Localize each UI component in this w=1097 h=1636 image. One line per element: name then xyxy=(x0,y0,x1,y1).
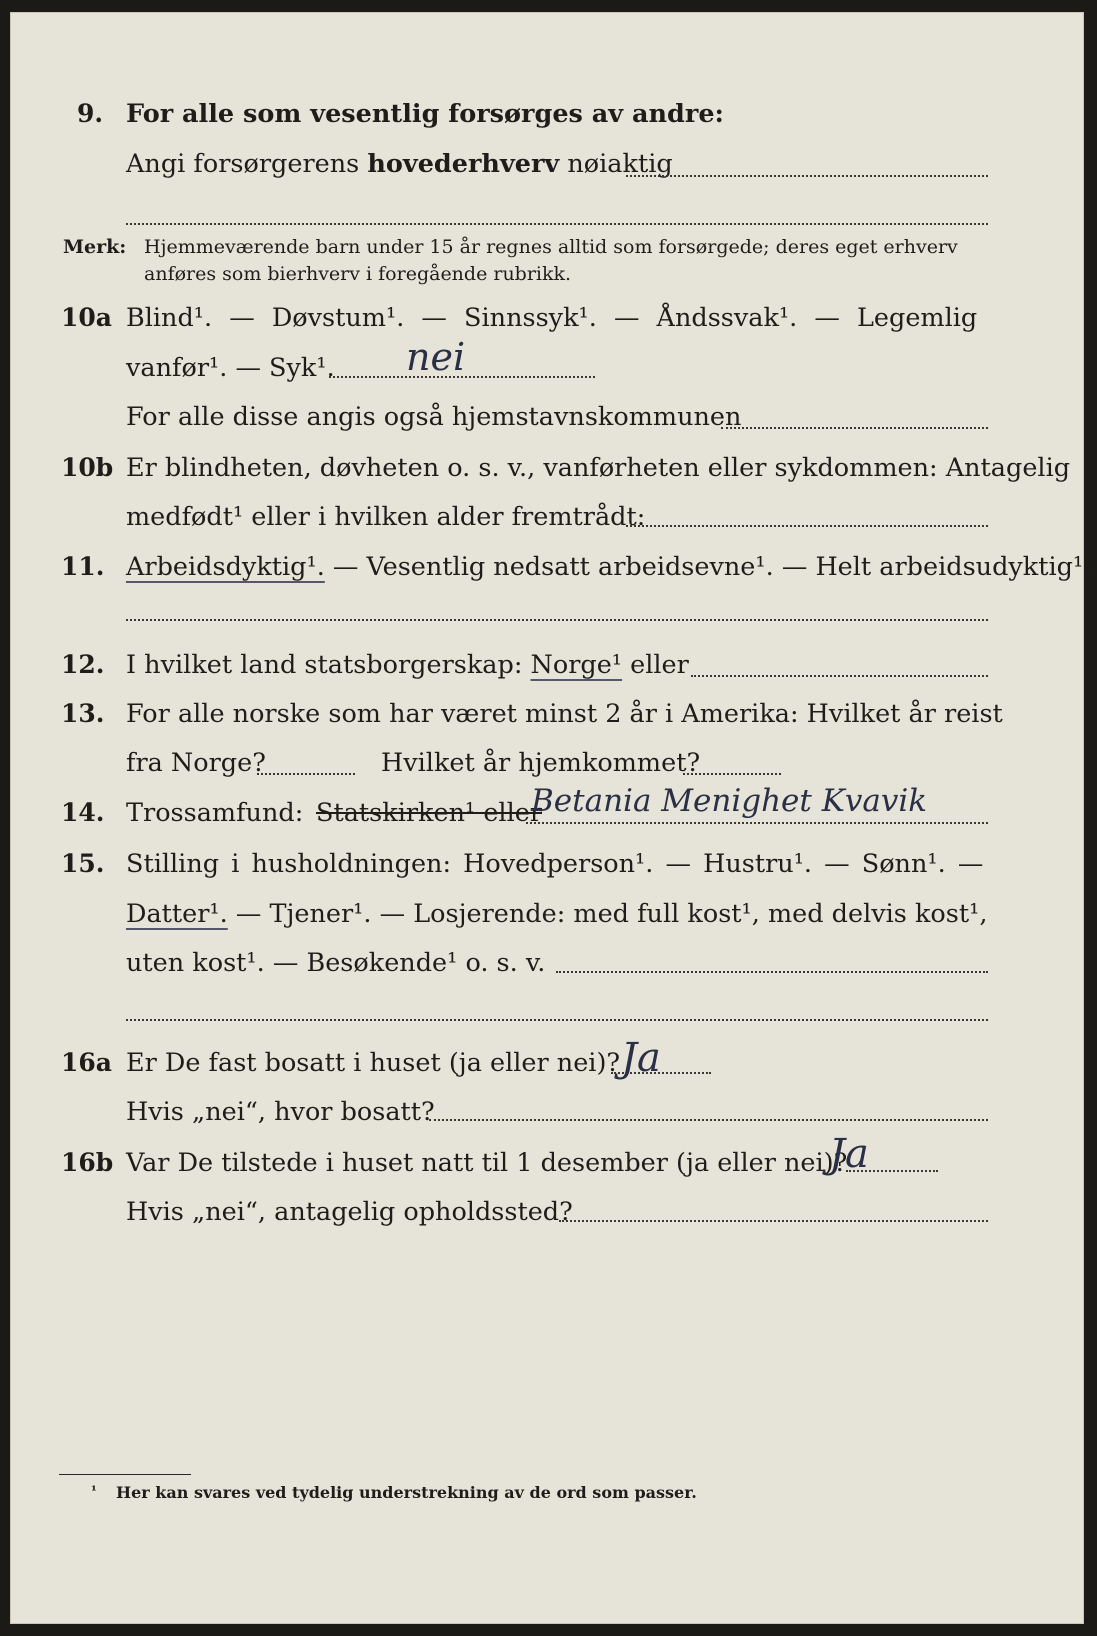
q10b-line1: Er blindheten, døvheten o. s. v., vanførheten eller sykdommen: Antagelig xyxy=(126,453,1071,483)
q11-answer-line[interactable] xyxy=(126,619,988,621)
footnote-mark: ¹ xyxy=(91,1484,97,1499)
q11-number: 11. xyxy=(61,552,105,581)
q12-number: 12. xyxy=(61,650,105,679)
q13-reist-line[interactable] xyxy=(257,773,355,775)
q15-line1: Stilling i husholdningen: Hovedperson¹. — Hustru¹. — Sønn¹. — xyxy=(126,849,984,879)
q11-line: Arbeidsdyktig¹. — Vesentlig nedsatt arbeidsevne¹. — Helt arbeidsudyktig¹. xyxy=(126,552,1092,582)
q15-answer-line[interactable] xyxy=(556,971,988,973)
q16b-number: 16b xyxy=(61,1148,114,1177)
q10a-line3: For alle disse angis også hjemstavnskommunen xyxy=(126,402,742,432)
q10b-number: 10b xyxy=(61,453,114,482)
q13-hjemkommet-line[interactable] xyxy=(683,773,781,775)
q10b-line2: medfødt¹ eller i hvilken alder fremtrådt: xyxy=(126,502,646,532)
footnote-rule xyxy=(59,1474,191,1475)
q9-line1: For alle som vesentlig forsørges av andre: xyxy=(126,99,724,129)
q14-handwritten-answer: Betania Menighet Kvavik xyxy=(531,783,928,819)
q9-line2: Angi forsørgerens hovederhverv nøiaktig xyxy=(126,149,673,179)
q10a-hjemstavn-line[interactable] xyxy=(721,427,988,429)
q15-answer-line-2[interactable] xyxy=(126,1019,988,1021)
q15-underlined-answer: Datter¹. xyxy=(126,899,228,929)
q12-underlined-answer: Norge¹ xyxy=(530,650,623,680)
q16b-opholdssted-line[interactable] xyxy=(559,1220,988,1222)
q15-line3: uten kost¹. — Besøkende¹ o. s. v. xyxy=(126,948,546,978)
q16a-bosatt-line[interactable] xyxy=(429,1119,988,1121)
q10a-handwritten-answer: nei xyxy=(406,335,466,379)
q14-struck-option: Statskirken¹ eller xyxy=(316,798,543,828)
q16a-handwritten-answer: Ja xyxy=(621,1035,661,1081)
merk-line1: Hjemmeværende barn under 15 år regnes alltid som forsørgede; deres eget erhverv xyxy=(144,236,958,258)
q14-answer-line[interactable] xyxy=(526,822,988,824)
q10a-line1: Blind¹. — Døvstum¹. — Sinnssyk¹. — Åndssvak¹. — Legemlig xyxy=(126,303,978,333)
q16a-line1: Er De fast bosatt i huset (ja eller nei)? xyxy=(126,1048,621,1078)
q16b-line2: Hvis „nei“, antagelig opholdssted? xyxy=(126,1197,573,1227)
q16a-line2: Hvis „nei“, hvor bosatt? xyxy=(126,1097,435,1127)
q13-line2a: fra Norge? xyxy=(126,748,266,778)
q9-answer-line[interactable] xyxy=(626,175,988,177)
q16a-number: 16a xyxy=(61,1048,112,1077)
q9-number: 9. xyxy=(77,99,104,128)
q16b-line1: Var De tilstede i huset natt til 1 desember (ja eller nei)? xyxy=(126,1148,848,1178)
q13-line1: For alle norske som har været minst 2 år i Amerika: Hvilket år reist xyxy=(126,699,1003,729)
q14-label: Trossamfund: xyxy=(126,798,304,828)
q15-number: 15. xyxy=(61,849,105,878)
q10a-line2: vanfør¹. — Syk¹. xyxy=(126,353,335,383)
q11-underlined-answer: Arbeidsdyktig¹. xyxy=(126,552,325,582)
q16b-handwritten-answer: Ja xyxy=(829,1131,869,1177)
q12-line: I hvilket land statsborgerskap: Norge¹ eller xyxy=(126,650,689,680)
q10a-number: 10a xyxy=(61,303,112,332)
merk-line2: anføres som bierhverv i foregående rubrikk. xyxy=(144,263,572,285)
q10b-answer-line[interactable] xyxy=(626,525,988,527)
footnote-text: Her kan svares ved tydelig understrekning av de ord som passer. xyxy=(116,1483,697,1502)
q13-line2b: Hvilket år hjemkommet? xyxy=(381,748,701,778)
q13-number: 13. xyxy=(61,699,105,728)
q15-line2: Datter¹. — Tjener¹. — Losjerende: med full kost¹, med delvis kost¹, xyxy=(126,899,988,929)
merk-label: Merk: xyxy=(63,236,127,258)
census-form-page xyxy=(10,12,1092,1624)
q12-answer-line[interactable] xyxy=(691,675,988,677)
q14-number: 14. xyxy=(61,798,105,827)
q9-answer-line-2[interactable] xyxy=(126,223,988,225)
